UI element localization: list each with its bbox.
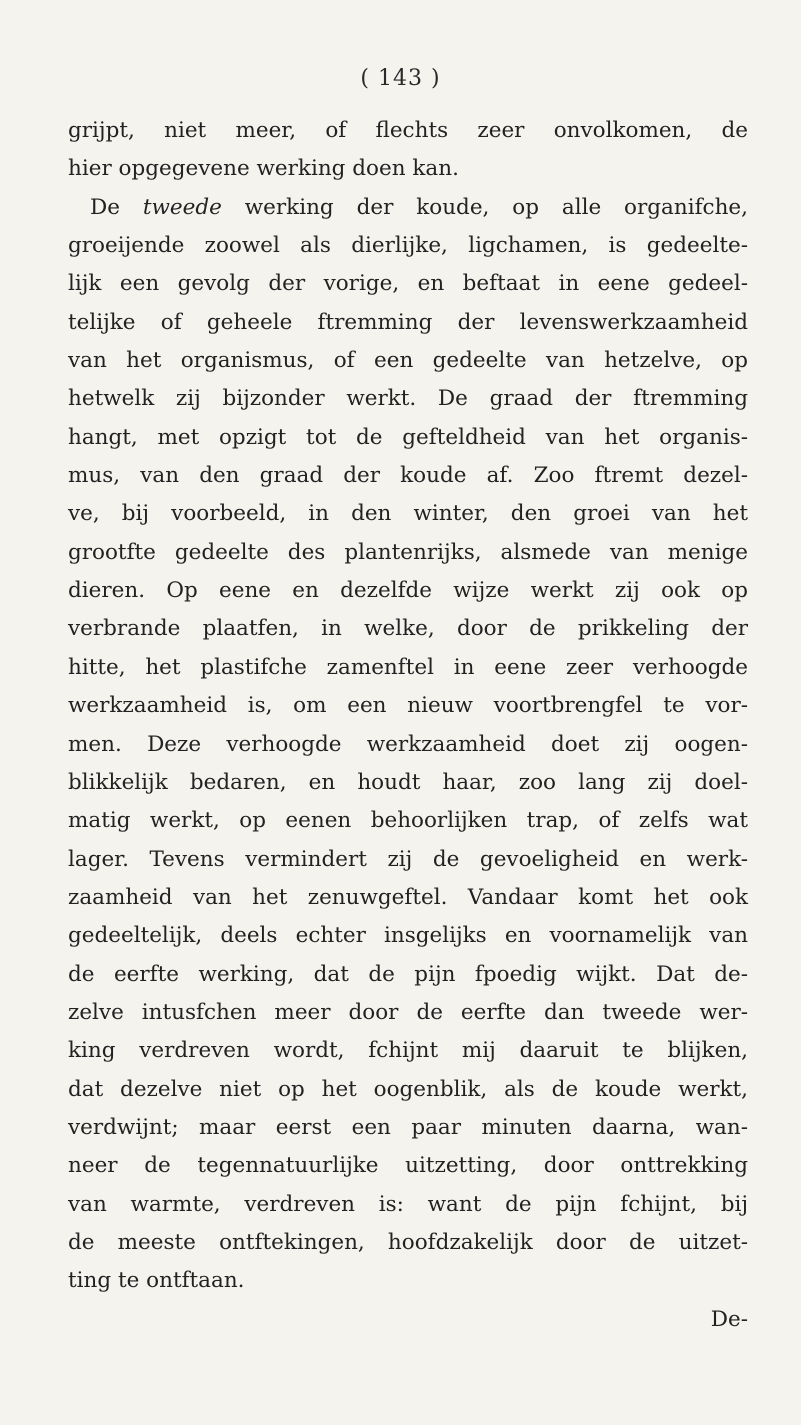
text-line: werkzaamheid is, om een nieuw voortbrengfel te vor- <box>68 693 748 719</box>
body-text <box>68 112 748 1339</box>
text-line: verdwijnt; maar eerst een paar minuten daarna, wan- <box>68 1114 748 1140</box>
text-line: zaamheid van het zenuwgeftel. Vandaar komt het ook <box>68 884 748 910</box>
paragraph-opening: De <box>90 194 120 220</box>
text-line: grijpt, niet meer, of flechts zeer onvolkomen, de <box>68 118 748 143</box>
text-line: hangt, met opzigt tot de gefteldheid van het organis- <box>68 424 748 450</box>
text-line: ve, bij voorbeeld, in den winter, den groei van het <box>68 501 748 527</box>
text-line: dat dezelve niet op het oogenblik, als de koude werkt, <box>68 1076 748 1102</box>
text-line: blikkelijk bedaren, en houdt haar, zoo lang zij doel- <box>68 769 748 795</box>
text-line: lijk een gevolg der vorige, en beftaat in eene gedeel- <box>68 271 748 297</box>
emphasis-word: tweede <box>142 194 222 220</box>
text-line: gedeeltelijk, deels echter insgelijks en voornamelijk van <box>68 923 748 949</box>
text-line: telijke of geheele ftremming der levenswerkzaamheid <box>68 309 748 335</box>
text-line: men. Deze verhoogde werkzaamheid doet zij oogen- <box>68 731 748 757</box>
text-line: neer de tegennatuurlijke uitzetting, door onttrekking <box>68 1153 748 1179</box>
text-line: verbrande plaatfen, in welke, door de prikkeling der <box>68 616 748 642</box>
text-line: ting te ontftaan. <box>68 1268 245 1294</box>
catchword: De- <box>710 1306 748 1332</box>
text-line: de eerfte werking, dat de pijn fpoedig wijkt. Dat de- <box>68 961 748 987</box>
text-line: van warmte, verdreven is: want de pijn fchijnt, bij <box>68 1191 748 1217</box>
text-line: grootfte gedeelte des plantenrijks, alsmede van menige <box>68 539 748 565</box>
text-line: van het organismus, of een gedeelte van hetzelve, op <box>68 348 748 374</box>
text-line-rest: werking der koude, op alle organifche, <box>244 194 748 220</box>
text-line: king verdreven wordt, fchijnt mij daaruit te blijken, <box>68 1038 748 1064</box>
text-line: matig werkt, op eenen behoorlijken trap, of zelfs wat <box>68 808 748 834</box>
text-line: groeijende zoowel als dierlijke, ligchamen, is gedeelte- <box>68 233 748 259</box>
text-line: hetwelk zij bijzonder werkt. De graad der ftremming <box>68 386 748 412</box>
text-line: lager. Tevens vermindert zij de gevoeligheid en werk- <box>68 846 748 872</box>
text-line: hitte, het plastifche zamenftel in eene zeer verhoogde <box>68 654 748 680</box>
page-number: ( 143 ) <box>360 66 441 91</box>
text-line: zelve intusfchen meer door de eerfte dan tweede wer- <box>68 999 748 1025</box>
text-line: mus, van den graad der koude af. Zoo ftremt dezel- <box>68 463 748 489</box>
text-line <box>68 189 748 227</box>
text-line: de meeste ontftekingen, hoofdzakelijk door de uitzet- <box>68 1229 748 1255</box>
text-line: hier opgegevene werking doen kan. <box>68 156 459 182</box>
text-line: dieren. Op eene en dezelfde wijze werkt zij ook op <box>68 578 748 604</box>
